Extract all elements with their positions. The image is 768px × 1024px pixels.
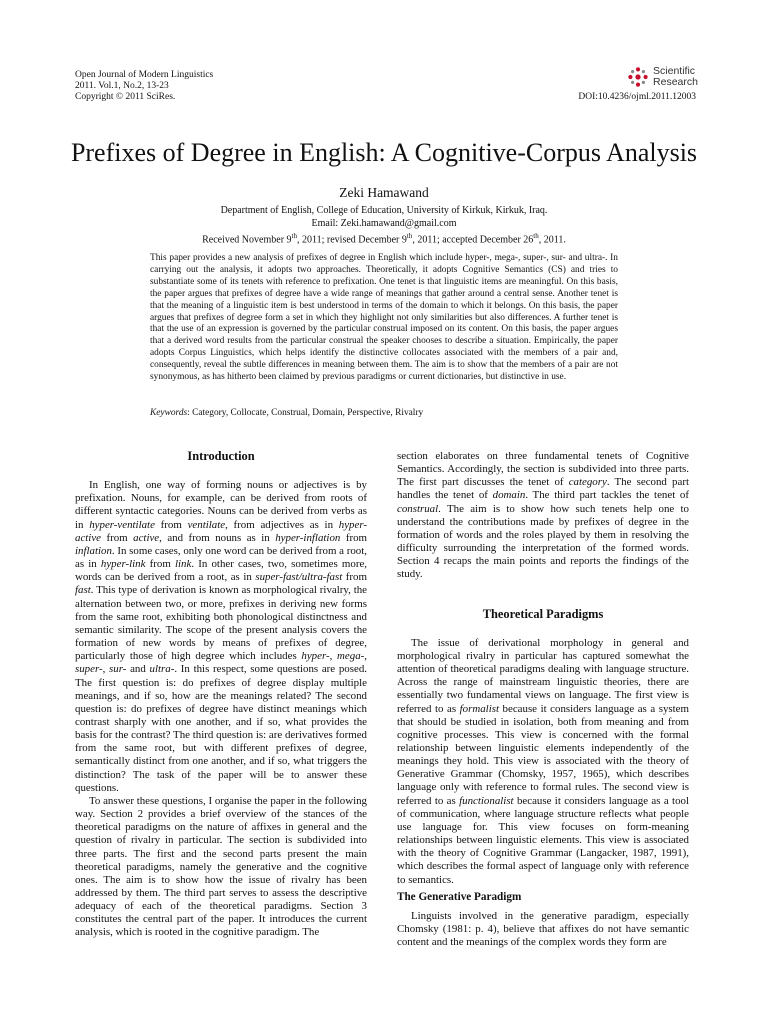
publisher-name: Scientific Research bbox=[653, 65, 698, 88]
keywords-label: Keywords bbox=[150, 408, 188, 418]
intro-paragraph-2: To answer these questions, I organise the paper in the following way. Section 2 provides a brief overview of the stances of the theoretical paradigms on the nature of affixes in general and the question of rivalry in particular. The section is subdivided into three parts. The first and the second parts present the main theoretical paradigms, namely the generative and the cognitive ones. The aim is to show how the issue of rivalry has been addressed by them. The third part serves to assess the descriptive adequacy of each of the theoretical paradigms. Section 3 constitutes the central part of the paper. It introduces the current analysis, which is rooted in the cognitive paradigm. The bbox=[75, 794, 367, 939]
right-column bbox=[397, 450, 689, 949]
journal-copyright: Copyright © 2011 SciRes. bbox=[75, 92, 176, 102]
journal-name: Open Journal of Modern Linguistics bbox=[75, 70, 214, 80]
received-dates: Received November 9th, 2011; revised December 9th, 2011; accepted December 26th, 2011. bbox=[202, 232, 566, 246]
publisher-logo bbox=[627, 66, 698, 88]
affiliation-block bbox=[0, 204, 768, 246]
section-heading-introduction: Introduction bbox=[187, 449, 255, 463]
subheading-generative-paradigm: The Generative Paradigm bbox=[397, 890, 522, 903]
journal-meta bbox=[75, 70, 213, 103]
scientific-research-logo-icon bbox=[627, 66, 649, 88]
journal-volume: 2011. Vol.1, No.2, 13-23 bbox=[75, 81, 169, 91]
abstract: This paper provides a new analysis of prefixes of degree in English which include hyper-, mega-, super-, sur- and ultra-. In carrying out the analysis, it adopts two approaches. Theoretically, it adopts Cognitive Semantics (CS) and tries to substantiate some of its tenets with reference to prefixation. One tenet is that linguistic items are meaningful. On this basis, the paper argues that prefixes of degree have a wide range of meanings that gather around a central sense. Another tenet is that the meaning of a linguistic item is best understood in terms of the domain to which it belongs. On this basis, the paper argues that prefixes of degree form a set in which they highlight not only similarities but also differences. A further tenet is that the use of an expression is governed by the particular construal imposed on its content. On this basis, the paper argues that a derived word results from the particular construal the speaker chooses to describe a situation. Empirically, the paper adopts Corpus Linguistics, which helps identify the distinctive collocates associated with the members of a pair and, consequently, reveal the subtle differences in meaning between them. The aim is to show that the members of a pair are not synonymous, as has hitherto been claimed by previous paradigms or current dictionaries, but distinctive in use. bbox=[150, 253, 618, 383]
doi[interactable]: DOI:10.4236/ojml.2011.12003 bbox=[578, 92, 696, 102]
keywords bbox=[150, 408, 618, 418]
generative-paragraph-1: Linguists involved in the generative paradigm, especially Chomsky (1981: p. 4), believe that affixes do not have semantic content and the meanings of the complex words they form are bbox=[397, 909, 689, 949]
keywords-list: : Category, Collocate, Construal, Domain, Perspective, Rivalry bbox=[187, 408, 424, 418]
author-name: Zeki Hamawand bbox=[339, 185, 429, 200]
paradigms-paragraph-1: The issue of derivational morphology in general and morphological rivalry in particular has captured somewhat the attention of theoretical paradigms dealing with language structure. Across the range of mainstream linguistic theories, there are essentially two fundamental views on language. The first view is referred to as formalist because it considers language as a system that should be studied in isolation, both from meaning and from cognitive processes. This view is concerned with the formal relationship between linguistic elements independently of the meanings they hold. This view is associated with the theory of Generative Grammar (Chomsky, 1957, 1965), which describes language only with reference to formal rules. The second view is referred to as functionalist because it considers language as a tool of communication, where language structure reflects what people use language for. This view focuses on form-meaning relationships between linguistic elements. This view is associated with the theory of Cognitive Grammar (Langacker, 1987, 1991), which describes the formal aspect of language only with reference to semantics. bbox=[397, 636, 689, 886]
intro-paragraph-continued: section elaborates on three fundamental tenets of Cognitive Semantics. Accordingly, the section is subdivided into three parts. The first part discusses the tenet of category. The second part handles the tenet of domain. The third part tackles the tenet of construal. The aim is to show how such tenets help one to understand the contributions made by prefixes of degree in the formation of words and the roles played by them in resolving the difficulty surrounding the interpretation of the formed words. Section 4 recaps the main points and reports the findings of the study. bbox=[397, 450, 690, 581]
paper-title: Prefixes of Degree in English: A Cognitive-Corpus Analysis bbox=[70, 138, 698, 167]
email[interactable]: Email: Zeki.hamawand@gmail.com bbox=[311, 218, 457, 229]
left-column bbox=[75, 450, 367, 940]
affiliation: Department of English, College of Education, University of Kirkuk, Kirkuk, Iraq. bbox=[220, 205, 548, 216]
section-heading-theoretical-paradigms: Theoretical Paradigms bbox=[482, 606, 604, 621]
intro-paragraph-1: In English, one way of forming nouns or adjectives is by prefixation. Nouns, for example, can be derived from roots of different syntactic categories. Nouns can be derived from verbs as in hyper-ventilate from ventilate, from adjectives as in hyper-active from active, and from nouns as in hyper-inflation from inflation. In some cases, only one word can be derived from a root, as in hyper-link from link. In other cases, two, sometimes more, words can be derived from a root, as in super-fast/ultra-fast from fast. This type of derivation is known as morphological rivalry, the alternation between two, or more, prefixes in deriving new forms from the same root, exhibiting both phonological distinctness and semantic similarity. The scope of the present analysis covers the formation of new words by means of prefixes of degree, particularly those of high degree which includes hyper-, mega-, super-, sur- and ultra-. In this respect, some questions are posed. The first question is: do prefixes of degree display multiple meanings, and if so, how are the meanings related? The second question is: do prefixes of degree have distinct meanings which contrast sharply with one another, and if so, what provides the basis for the contrast? The third question is: are derivatives formed from the same root, but with different prefixes of degree, semantically distinct from one another, and if so, what triggers the distinction? The task of the paper will be to answer these questions. bbox=[75, 479, 367, 794]
